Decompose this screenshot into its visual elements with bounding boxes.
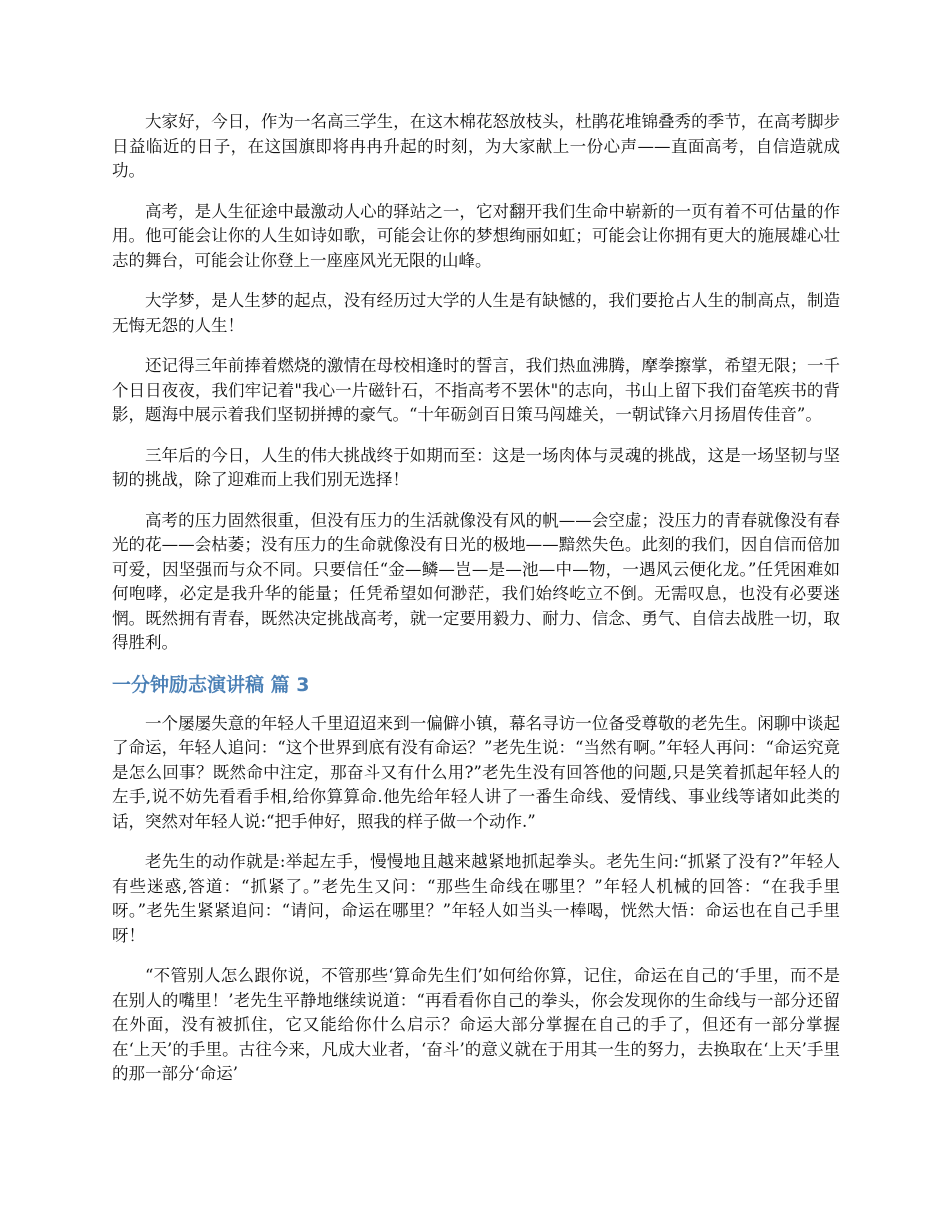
paragraph: 三年后的今日，人生的伟大挑战终于如期而至：这是一场肉体与灵魂的挑战，这是一场坚韧与坚韧的挑战，除了迎难而上我们别无选择！ — [112, 445, 840, 489]
paragraph: 高考，是人生征途中最激动人心的驿站之一，它对翻开我们生命中崭新的一页有着不可估量的作用。他可能会让你的人生如诗如歌，可能会让你的梦想绚丽如虹；可能会让你拥有更大的施展雄心壮志的舞台，可能会让你登上一座座风光无限的山峰。 — [112, 201, 840, 270]
paragraph: 还记得三年前捧着燃烧的激情在母校相逢时的誓言，我们热血沸腾，摩拳擦掌，希望无限；一千个日日夜夜，我们牢记着"我心一片磁针石，不指高考不罢休"的志向，书山上留下我们奋笔疾书的背影，题海中展示着我们坚韧拼搏的豪气。“十年砺剑百日策马闯雄关，一朝试锋六月扬眉传佳音”。 — [112, 356, 840, 424]
paragraph: 大家好，今日，作为一名高三学生，在这木棉花怒放枝头，杜鹃花堆锦叠秀的季节，在高考脚步日益临近的日子，在这国旗即将冉冉升起的时刻，为大家献上一份心声——直面高考，自信造就成功。 — [112, 112, 840, 180]
paragraph: 大学梦，是人生梦的起点，没有经历过大学的人生是有缺憾的，我们要抢占人生的制高点，制造无悔无怨的人生！ — [112, 291, 840, 335]
section-heading-number: 3 — [296, 673, 310, 696]
paragraph: 一个屡屡失意的年轻人千里迢迢来到一偏僻小镇，幕名寻访一位备受尊敬的老先生。闲聊中谈起了命运，年轻人追问：“这个世界到底有没有命运？”老先生说：“当然有啊。”年轻人再问：“命运究竟是怎么回事？既然命中注定，那奋斗又有什么用?”老先生没有回答他的问题,只是笑着抓起年轻人的左手,说不妨先看看手相,给你算算命.他先给年轻人讲了一番生命线、爱情线、事业线等诸如此类的话，突然对年轻人说:“把手伸好，照我的样子做一个动作.” — [112, 713, 840, 831]
section-heading — [112, 672, 840, 698]
section-heading-title: 一分钟励志演讲稿 — [112, 673, 265, 696]
paragraph: 老先生的动作就是:举起左手，慢慢地且越来越紧地抓起拳头。老先生问:“抓紧了没有?”年轻人有些迷惑,答道：“抓紧了。”老先生又问：“那些生命线在哪里？”年轻人机械的回答：“在我手里呀。”老先生紧紧追问：“请问，命运在哪里？”年轻人如当头一棒喝，恍然大悟：命运也在自己手里呀！ — [112, 852, 840, 945]
paragraph: “不管别人怎么跟你说，不管那些‘算命先生们’如何给你算，记住，命运在自己的‘手里，而不是在别人的嘴里！’老先生平静地继续说道：“再看看你自己的拳头，你会发现你的生命线与一部分还留在外面，没有被抓住，它又能给你什么启示？命运大部分掌握在自己的手了，但还有一部分掌握在‘上天’的手里。古往今来，凡成大业者，‘奋斗’的意义就在于用其一生的努力，去换取在‘上天’手里的那一部分‘命运’ — [112, 966, 840, 1083]
paragraph: 高考的压力固然很重，但没有压力的生活就像没有风的帆——会空虚；没压力的青春就像没有春光的花——会枯萎；没有压力的生命就像没有日光的极地——黯然失色。此刻的我们，因自信而倍加可爱，因坚强而与众不同。只要信任“金—鳞—岂—是—池—中—物，一遇风云便化龙。”任凭困难如何咆哮，必定是我升华的能量；任凭希望如何渺茫，我们始终屹立不倒。无需叹息，也没有必要迷惘。既然拥有青春，既然决定挑战高考，就一定要用毅力、耐力、信念、勇气、自信去战胜一切，取得胜利。 — [112, 510, 840, 652]
section-heading-suffix: 篇 — [270, 673, 290, 696]
document-body — [112, 110, 840, 1103]
